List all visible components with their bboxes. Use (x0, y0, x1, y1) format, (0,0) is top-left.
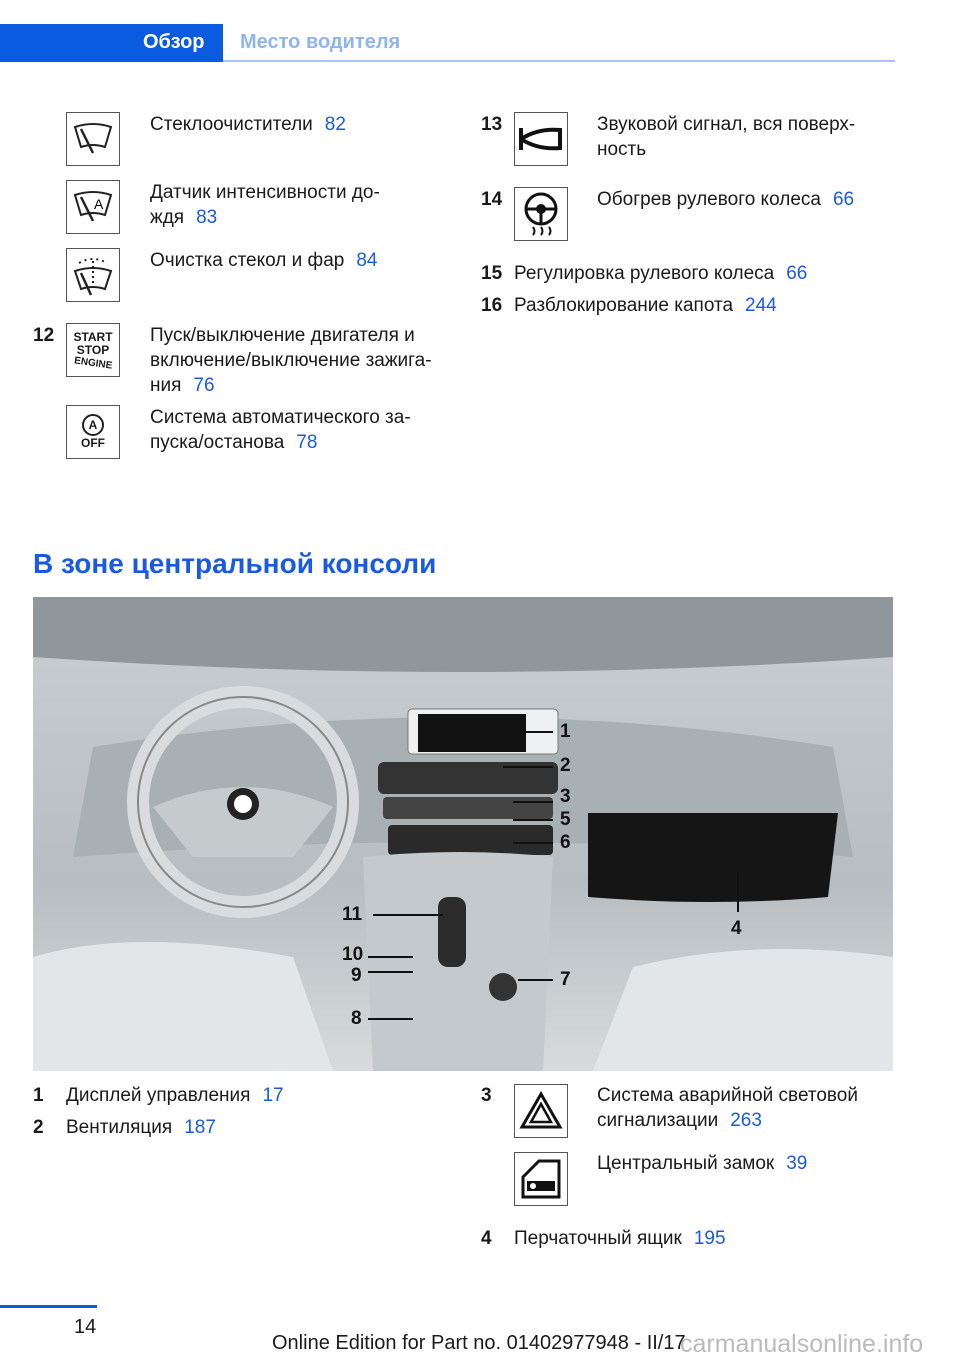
hazard-icon (514, 1084, 568, 1138)
steering-heat-icon (514, 187, 568, 241)
wiper-icon (66, 112, 120, 166)
item-number: 15 (481, 263, 503, 284)
section-title: В зоне центральной консоли (33, 548, 437, 579)
callout-5: 5 (560, 809, 571, 830)
page-link[interactable]: 83 (196, 207, 218, 228)
item-number: 12 (33, 325, 55, 346)
center-console-illustration (33, 597, 893, 1071)
item-hazard: Система аварийной световой сигнализации 263 (597, 1085, 858, 1131)
icon-label: OFF (81, 436, 105, 450)
page-link[interactable]: 78 (296, 432, 318, 453)
callout-8: 8 (351, 1008, 362, 1029)
tab-overview[interactable]: Обзор (143, 31, 205, 53)
washer-icon (66, 248, 120, 302)
page-link[interactable]: 76 (193, 375, 215, 396)
item-number: 16 (481, 295, 503, 316)
horn-icon (514, 112, 568, 166)
header-line (223, 60, 895, 62)
edition-note: Online Edition for Part no. 01402977948 - II/17 (272, 1332, 686, 1354)
rain-sensor-icon (66, 180, 120, 234)
item-number: 3 (481, 1085, 492, 1106)
svg-text:A: A (94, 196, 104, 212)
page-link[interactable]: 187 (184, 1117, 216, 1138)
page-link[interactable]: 84 (356, 250, 378, 271)
item-wipers: Стеклоочистители 82 (150, 114, 346, 135)
callout-9: 9 (351, 965, 362, 986)
callout-11: 11 (342, 904, 363, 925)
item-rain-sensor: Датчик интенсивности до- ждя 83 (150, 182, 380, 228)
item-number: 2 (33, 1117, 44, 1138)
callout-1: 1 (560, 721, 571, 742)
item-number: 14 (481, 189, 503, 210)
callout-6: 6 (560, 832, 571, 853)
icon-label: STOP (76, 342, 110, 357)
page-link[interactable]: 263 (730, 1110, 762, 1131)
item-steering-heat: Обогрев рулевого колеса 66 (597, 189, 855, 210)
icon-label: A (82, 414, 104, 436)
tab-driver-area[interactable]: Место водителя (240, 31, 401, 53)
callout-3: 3 (560, 786, 571, 807)
page-link[interactable]: 82 (324, 114, 346, 135)
item-ventilation: Вентиляция 187 (66, 1117, 216, 1138)
item-number: 13 (481, 114, 503, 135)
callout-2: 2 (560, 755, 571, 776)
page-link[interactable]: 66 (832, 189, 855, 210)
start-stop-icon (66, 323, 120, 377)
page-link[interactable]: 17 (262, 1085, 284, 1106)
page-link[interactable]: 39 (786, 1153, 808, 1174)
icon-label: ENGINE (73, 354, 113, 372)
item-horn: Звуковой сигнал, вся поверх- ность (597, 114, 856, 160)
central-lock-icon (514, 1152, 568, 1206)
page-number: 14 (74, 1316, 97, 1338)
item-central-lock: Центральный замок 39 (597, 1153, 808, 1174)
callout-4: 4 (731, 918, 742, 939)
footer-line (0, 1305, 97, 1308)
callout-7: 7 (560, 969, 571, 990)
item-auto-start-stop: Система автоматического за- пуска/останова 78 (150, 407, 411, 453)
page-link[interactable]: 66 (786, 263, 808, 284)
item-washer: Очистка стекол и фар 84 (150, 250, 378, 271)
item-steering-adjust: Регулировка рулевого колеса 66 (514, 263, 808, 284)
page-link[interactable]: 244 (745, 295, 777, 316)
icon-label: START (73, 329, 113, 344)
watermark: carmanualsonline.info (680, 1330, 924, 1358)
callout-10: 10 (342, 944, 364, 965)
item-number: 4 (481, 1228, 492, 1249)
item-glovebox: Перчаточный ящик 195 (514, 1228, 726, 1249)
item-hood-release: Разблокирование капота 244 (514, 295, 777, 316)
item-start-stop: Пуск/выключение двигателя и включение/выключение зажига- ния 76 (150, 325, 432, 396)
page-link[interactable]: 195 (693, 1228, 726, 1249)
item-number: 1 (33, 1085, 44, 1106)
auto-start-stop-off-icon (66, 405, 120, 459)
item-control-display: Дисплей управления 17 (66, 1085, 284, 1106)
